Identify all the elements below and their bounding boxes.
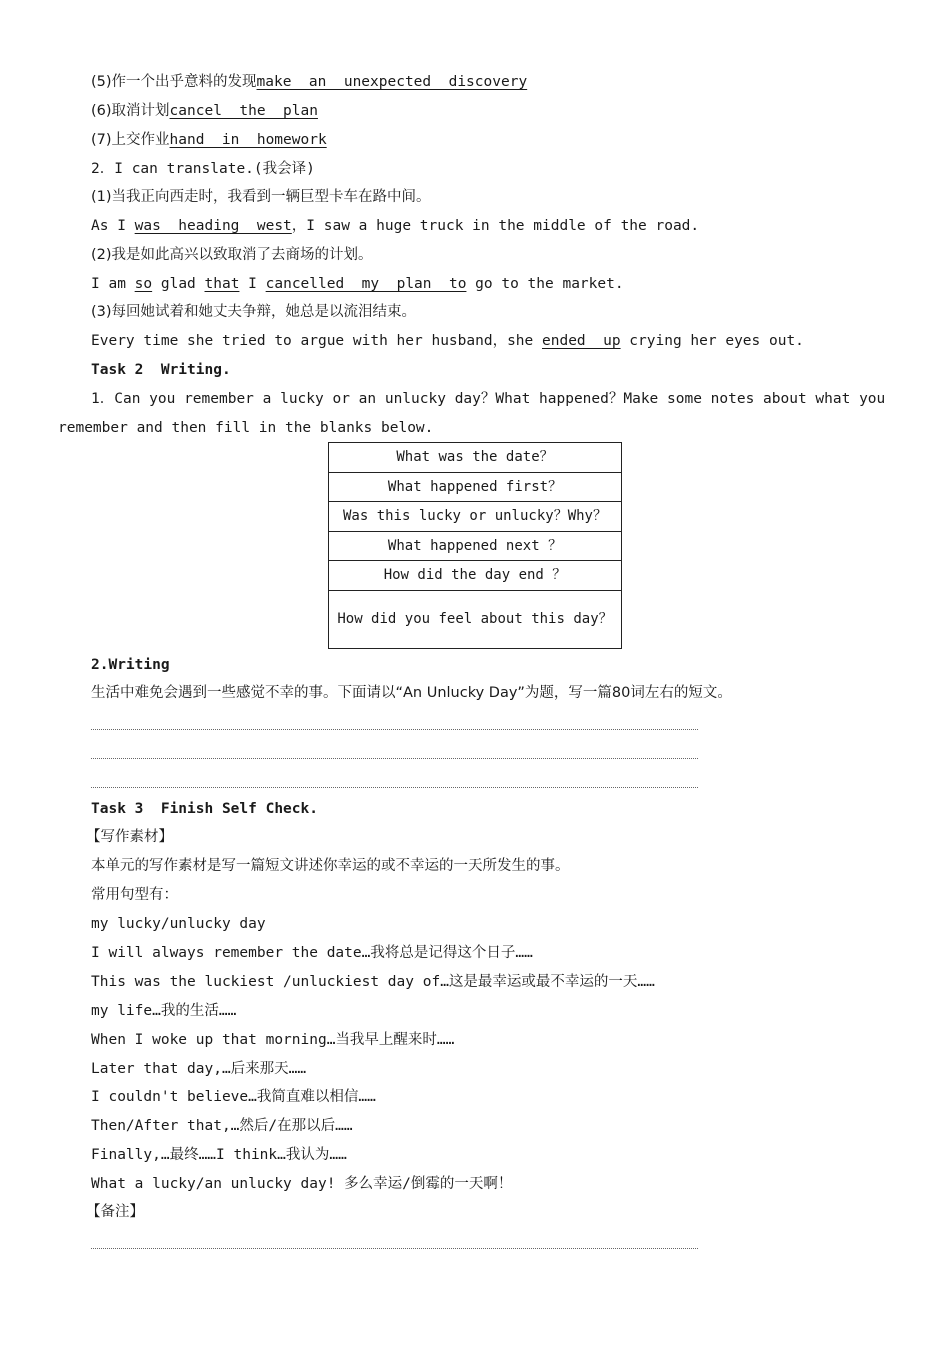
phrase-answer: cancel the plan <box>169 103 318 119</box>
phrase-item <box>91 130 327 150</box>
answer-line[interactable] <box>91 729 698 730</box>
answer-line[interactable] <box>91 758 698 759</box>
material-heading: 【写作素材】 <box>86 829 173 845</box>
table-cell[interactable]: How did the day end ？ <box>329 561 622 591</box>
task3-title: Task 3 Finish Self Check. <box>91 801 318 817</box>
translate-en-2: I am so glad that I cancelled my plan to go to the market. <box>91 276 624 292</box>
answer-blank: that <box>204 276 240 292</box>
translate-cn-3: (3)每回她试着和她丈夫争辩，她总是以流泪结束。 <box>91 304 417 320</box>
translate-cn-1: (1)当我正向西走时，我看到一辆巨型卡车在路中间。 <box>91 189 431 205</box>
table-cell[interactable]: What happened first？ <box>329 472 622 502</box>
material-description: 本单元的写作素材是写一篇短文讲述你幸运的或不幸运的一天所发生的事。 <box>91 858 570 874</box>
translate-en-1: As I was heading west，I saw a huge truck in the middle of the road. <box>91 218 700 234</box>
table-row <box>329 590 622 648</box>
pattern-item: I will always remember the date…我将总是记得这个日子…… <box>91 945 533 961</box>
translate-heading: 2．I can translate.(我会译) <box>91 161 315 177</box>
pattern-item: When I woke up that morning…当我早上醒来时…… <box>91 1032 455 1048</box>
writing-prompt: 生活中难免会遇到一些感觉不幸的事。下面请以“An Unlucky Day”为题，写一篇80词左右的短文。 <box>91 685 732 701</box>
table-cell[interactable]: Was this lucky or unlucky？Why？ <box>329 502 622 532</box>
pattern-item: Then/After that,…然后/在那以后…… <box>91 1118 353 1134</box>
notes-table <box>328 442 622 649</box>
table-row <box>329 443 622 473</box>
phrase-answer: hand in homework <box>169 132 327 148</box>
pattern-item: my life…我的生活…… <box>91 1003 237 1019</box>
phrase-prompt: (6)取消计划 <box>91 103 170 119</box>
writing-title: 2.Writing <box>91 657 170 673</box>
task2-question-line2: remember and then fill in the blanks below. <box>58 420 434 436</box>
answer-blank: was heading west <box>134 218 292 234</box>
patterns-heading: 常用句型有： <box>91 887 178 903</box>
pattern-item: What a lucky/an unlucky day! 多么幸运/倒霉的一天啊！ <box>91 1176 513 1192</box>
table-row <box>329 561 622 591</box>
phrase-prompt: (5)作一个出乎意料的发现 <box>91 74 257 90</box>
task2-title: Task 2 Writing. <box>91 362 231 378</box>
answer-blank: so <box>134 276 153 292</box>
phrase-answer: make an unexpected discovery <box>256 74 528 90</box>
translate-en-3: Every time she tried to argue with her husband，she ended up crying her eyes out. <box>91 333 804 349</box>
phrase-item <box>91 72 527 92</box>
answer-blank: cancelled my plan to <box>265 276 467 292</box>
pattern-item: Later that day,…后来那天…… <box>91 1061 307 1077</box>
pattern-item: I couldn't believe…我简直难以相信…… <box>91 1089 376 1105</box>
table-row <box>329 502 622 532</box>
notes-line[interactable] <box>91 1248 698 1249</box>
table-row <box>329 531 622 561</box>
phrase-prompt: (7)上交作业 <box>91 132 170 148</box>
pattern-item: Finally,…最终……I think…我认为…… <box>91 1147 347 1163</box>
table-row <box>329 472 622 502</box>
phrase-item <box>91 101 318 121</box>
answer-line[interactable] <box>91 787 698 788</box>
notes-heading: 【备注】 <box>86 1204 144 1220</box>
pattern-item: This was the luckiest /unluckiest day of…这是最幸运或最不幸运的一天…… <box>91 974 655 990</box>
table-cell[interactable]: How did you feel about this day？ <box>329 590 622 648</box>
answer-blank: ended up <box>542 333 621 349</box>
pattern-item: my lucky/unlucky day <box>91 916 266 932</box>
table-cell[interactable]: What was the date？ <box>329 443 622 473</box>
translate-cn-2: (2)我是如此高兴以致取消了去商场的计划。 <box>91 247 373 263</box>
task2-question-line1: 1．Can you remember a lucky or an unlucky day？What happened？Make some notes about what you <box>91 391 886 407</box>
table-cell[interactable]: What happened next ？ <box>329 531 622 561</box>
